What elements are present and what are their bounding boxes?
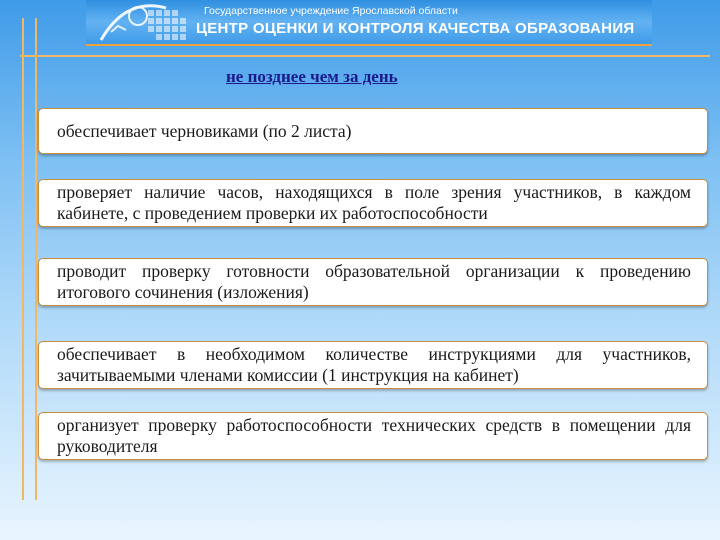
- org-title: ЦЕНТР ОЦЕНКИ И КОНТРОЛЯ КАЧЕСТВА ОБРАЗОВАНИЯ: [196, 20, 635, 37]
- list-item: обеспечивает черновиками (по 2 листа): [38, 108, 708, 154]
- org-subtitle: Государственное учреждение Ярославской области: [204, 5, 458, 17]
- list-item: обеспечивает в необходимом количестве инструкциями для участников, зачитываемыми членами комиссии (1 инструкция на кабинет): [38, 341, 708, 389]
- accent-horizontal-line: [20, 55, 710, 57]
- list-item: проверяет наличие часов, находящихся в поле зрения участников, в каждом кабинете, с проведением проверки их работоспособности: [38, 179, 708, 227]
- accent-vertical-line: [22, 18, 24, 500]
- list-item: проводит проверку готовности образовательной организации к проведению итогового сочинения (изложения): [38, 258, 708, 306]
- accent-vertical-line: [35, 18, 37, 500]
- header-banner: [86, 0, 652, 46]
- page-heading: не позднее чем за день: [226, 67, 398, 86]
- building-grid-logo-icon: [96, 2, 196, 42]
- list-item: организует проверку работоспособности технических средств в помещении для руководителя: [38, 412, 708, 460]
